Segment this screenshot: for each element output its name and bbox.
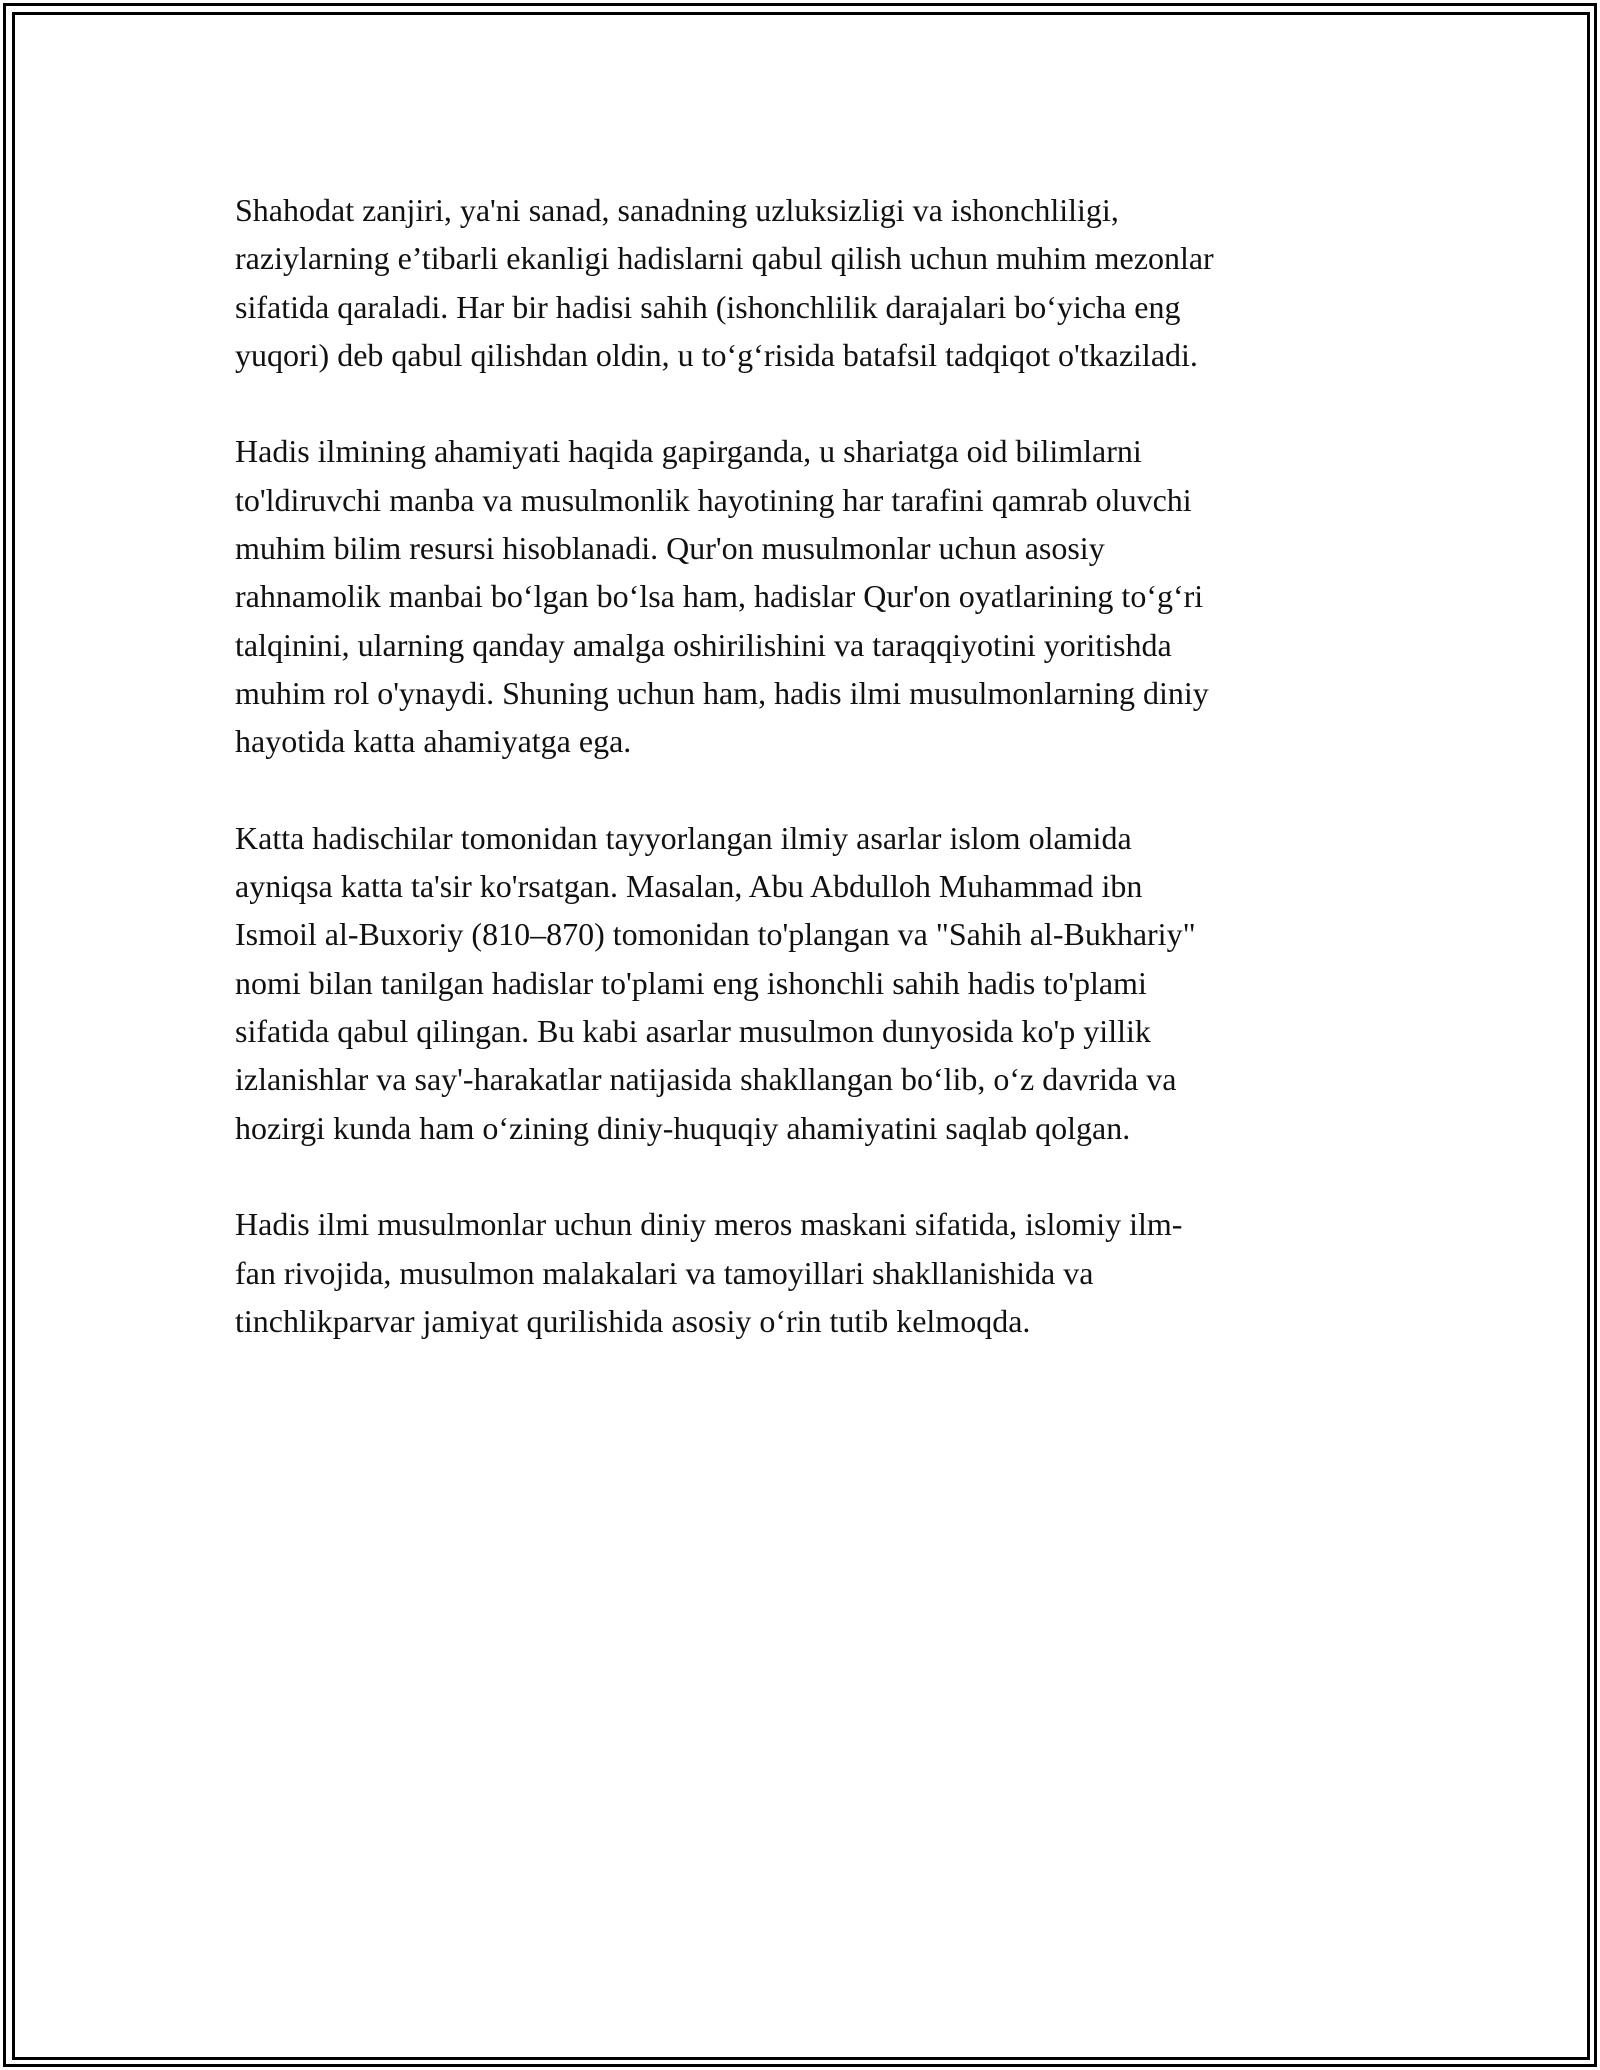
text-line: Hadis ilmining ahamiyati haqida gapirganda, u shariatga oid bilimlarni bbox=[235, 433, 1142, 470]
text-line: sifatida qabul qilingan. Bu kabi asarlar musulmon dunyosida ko'p yillik bbox=[235, 1013, 1151, 1050]
text-line: hayotida katta ahamiyatga ega. bbox=[235, 723, 632, 760]
paragraph-scholars bbox=[235, 814, 1385, 1152]
paragraph-conclusion bbox=[235, 1200, 1385, 1345]
text-line: izlanishlar va say'-harakatlar natijasida shakllangan bo‘lib, o‘z davrida va bbox=[235, 1061, 1177, 1098]
text-line: fan rivojida, musulmon malakalari va tamoyillari shakllanishida va bbox=[235, 1254, 1094, 1291]
text-line: sifatida qaraladi. Har bir hadisi sahih (ishonchlilik darajalari bo‘yicha eng bbox=[235, 288, 1181, 325]
text-line: talqinini, ularning qanday amalga oshirilishini va taraqqiyotini yoritishda bbox=[235, 626, 1172, 663]
paragraph-importance bbox=[235, 427, 1385, 765]
text-line: raziylarning e’tibarli ekanligi hadislarni qabul qilish uchun muhim mezonlar bbox=[235, 240, 1214, 277]
text-line: yuqori) deb qabul qilishdan oldin, u to‘g‘risida batafsil tadqiqot o'tkaziladi. bbox=[235, 336, 1198, 373]
text-line: nomi bilan tanilgan hadislar to'plami eng ishonchli sahih hadis to'plami bbox=[235, 964, 1147, 1001]
text-line: Katta hadischilar tomonidan tayyorlangan ilmiy asarlar islom olamida bbox=[235, 819, 1132, 856]
paragraph-sanad bbox=[235, 186, 1385, 379]
document-body bbox=[235, 186, 1385, 1393]
text-line: to'ldiruvchi manba va musulmonlik hayotining har tarafini qamrab oluvchi bbox=[235, 481, 1192, 518]
text-line: Shahodat zanjiri, ya'ni sanad, sanadning uzluksizligi va ishonchliligi, bbox=[235, 192, 1119, 228]
text-line: ayniqsa katta ta'sir ko'rsatgan. Masalan, Abu Abdulloh Muhammad ibn bbox=[235, 868, 1143, 905]
text-line: tinchlikparvar jamiyat qurilishida asosiy o‘rin tutib kelmoqda. bbox=[235, 1302, 1031, 1339]
text-line: rahnamolik manbai bo‘lgan bo‘lsa ham, hadislar Qur'on oyatlarining to‘g‘ri bbox=[235, 578, 1204, 615]
text-line: hozirgi kunda ham o‘zining diniy-huquqiy ahamiyatini saqlab qolgan. bbox=[235, 1109, 1131, 1146]
text-line: muhim bilim resursi hisoblanadi. Qur'on musulmonlar uchun asosiy bbox=[235, 530, 1105, 567]
text-line: muhim rol o'ynaydi. Shuning uchun ham, hadis ilmi musulmonlarning diniy bbox=[235, 674, 1209, 711]
text-line: Hadis ilmi musulmonlar uchun diniy meros maskani sifatida, islomiy ilm- bbox=[235, 1206, 1183, 1243]
text-line: Ismoil al-Buxoriy (810–870) tomonidan to'plangan va "Sahih al-Bukhariy" bbox=[235, 916, 1196, 953]
